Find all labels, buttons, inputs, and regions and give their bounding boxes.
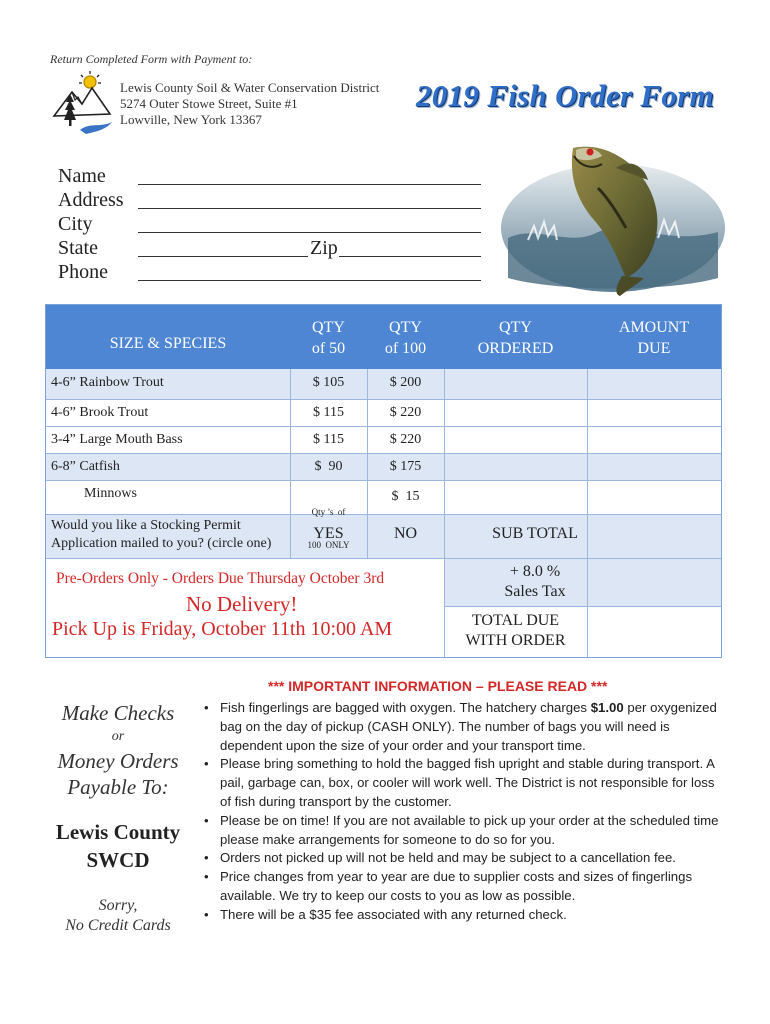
header-qty-of-100-line2: of 100 [384, 340, 427, 357]
bullet-bold: $1.00 [590, 700, 624, 715]
order-table [45, 304, 722, 658]
zip-field[interactable] [339, 256, 481, 257]
pickup-notice: Pick Up is Friday, October 11th 10:00 AM [52, 618, 393, 640]
sorry-text: Sorry, [98, 897, 138, 914]
header-size-species: SIZE & SPECIES [109, 335, 227, 352]
district-address [120, 80, 379, 128]
important-info-title: *** IMPORTANT INFORMATION – PLEASE READ *** [268, 678, 608, 694]
sales-tax-text: Sales Tax [504, 583, 566, 600]
address-row [58, 188, 488, 212]
header-qty-of-50-line1: QTY [312, 319, 345, 336]
divider-v4 [587, 369, 588, 657]
city-label: City [58, 213, 93, 235]
price100-minnows: $ 15 [391, 489, 420, 504]
no-credit-cards-text: No Credit Cards [65, 917, 171, 934]
important-info-list [204, 699, 724, 925]
divider-h6 [46, 558, 721, 559]
no-delivery-notice: No Delivery! [186, 592, 298, 616]
name-field[interactable] [138, 184, 481, 185]
price100-large-mouth-bass: $ 220 [389, 432, 422, 447]
divider-h1 [46, 399, 721, 400]
species-brook-trout: 4-6” Brook Trout [51, 405, 149, 420]
district-name: Lewis County Soil & Water Conservation District [120, 80, 380, 95]
header-qty-ordered-line1: QTY [499, 319, 532, 336]
list-item [204, 849, 724, 868]
species-minnows: Minnows [84, 486, 137, 501]
district-city: Lowville, New York 13367 [120, 112, 262, 127]
state-label: State [58, 237, 98, 259]
price50-large-mouth-bass: $ 115 [313, 432, 344, 447]
header-qty-of-50-line2: of 50 [311, 340, 346, 357]
list-item [204, 755, 724, 811]
price50-rainbow-trout: $ 105 [312, 375, 345, 390]
bullet-text: There will be a $35 fee associated with any returned check. [220, 906, 567, 922]
list-item [204, 906, 724, 925]
divider-h7 [444, 606, 721, 607]
bullet-text: Orders not picked up will not be held and may be subject to a cancellation fee. [220, 850, 676, 866]
district-logo-icon [50, 70, 120, 140]
name-row [58, 164, 488, 188]
list-item [204, 868, 724, 906]
total-due-line1: TOTAL DUE [471, 612, 560, 629]
permit-question-line2: Application mailed to you? (circle one) [51, 536, 272, 551]
phone-label: Phone [58, 261, 108, 283]
state-row [58, 236, 488, 260]
sales-tax-rate: + 8.0 % [509, 563, 561, 580]
bullet-text: Please bring something to hold the bagged fish upright and stable during transport. A pail, garbage can, box, or cooler will work well. The District is not responsible for loss of fish during transport by the customer. [220, 756, 715, 809]
header-qty-of-100-line1: QTY [389, 319, 422, 336]
header-qty-of-100 [367, 317, 444, 359]
city-row [58, 212, 488, 236]
or-text: or [111, 729, 125, 744]
species-catfish: 6-8” Catfish [51, 459, 120, 474]
make-checks-text: Make Checks [61, 701, 175, 725]
price100-catfish: $ 175 [389, 459, 422, 474]
permit-yes-option[interactable]: YES [313, 525, 344, 542]
price100-brook-trout: $ 220 [389, 405, 422, 420]
payee-name: Lewis County [55, 820, 181, 844]
preorder-notice: Pre-Orders Only - Orders Due Thursday October 3rd [56, 570, 385, 587]
price50-catfish: $ 90 [314, 459, 343, 474]
bullet-text: Please be on time! If you are not available to pick up your order at the scheduled time please make arrangements for someone to do so for you. [220, 812, 719, 847]
total-due-line2: WITH ORDER [465, 632, 566, 649]
leaping-bass-illustration-icon [498, 128, 728, 296]
payable-to-text: Payable To: [67, 775, 169, 799]
header-qty-of-50 [290, 317, 367, 359]
header-amount-due [587, 317, 721, 359]
payee-abbrev: SWCD [86, 848, 150, 872]
customer-fields [58, 164, 488, 284]
species-rainbow-trout: 4-6” Rainbow Trout [51, 375, 164, 390]
bullet-text: Price changes from year to year are due to supplier costs and sizes of fingerlings available. We try to keep our costs to you as low as possible. [220, 869, 693, 903]
sub-total-label: SUB TOTAL [492, 525, 578, 542]
name-label: Name [58, 165, 106, 187]
list-item [204, 699, 724, 755]
permit-question [51, 517, 271, 553]
price100-rainbow-trout: $ 200 [389, 375, 422, 390]
species-large-mouth-bass: 3-4” Large Mouth Bass [51, 432, 183, 447]
price50-minnows-line2: 100 ONLY [307, 540, 350, 550]
payable-to-block [50, 700, 186, 936]
phone-field[interactable] [138, 280, 481, 281]
address-label: Address [58, 189, 124, 211]
city-field[interactable] [138, 232, 481, 233]
form-title: 2019 Fish Order Form [416, 78, 714, 113]
header-qty-ordered-line2: ORDERED [477, 340, 554, 357]
list-item [204, 812, 724, 850]
return-note: Return Completed Form with Payment to: [50, 52, 253, 66]
header-amount-due-line2: DUE [637, 340, 671, 357]
bullet-text: Fish fingerlings are bagged with oxygen. The hatchery charges [220, 700, 591, 715]
total-due-label [444, 611, 587, 651]
divider-h4 [46, 480, 721, 481]
header-amount-due-line1: AMOUNT [618, 319, 690, 336]
state-field[interactable] [138, 256, 308, 257]
phone-row [58, 260, 488, 284]
divider-h2 [46, 426, 721, 427]
divider-h5 [46, 514, 721, 515]
money-orders-text: Money Orders [57, 749, 179, 773]
header-qty-ordered [444, 317, 587, 359]
bullet-text-after: per oxygenized bag on the day of pickup (CASH ONLY). The number of bags you will need is dependent upon the size of your order and your transport time. [220, 700, 717, 753]
permit-question-line1: Would you like a Stocking Permit [51, 518, 241, 533]
divider-h3 [46, 453, 721, 454]
permit-no-option[interactable]: NO [393, 525, 418, 542]
sales-tax-label [468, 562, 602, 602]
price50-minnows-line1: Qty ’s of [311, 507, 346, 517]
zip-label: Zip [310, 237, 338, 259]
district-street: 5274 Outer Stowe Street, Suite #1 [120, 96, 298, 111]
address-field[interactable] [138, 208, 481, 209]
price50-brook-trout: $ 115 [313, 405, 344, 420]
